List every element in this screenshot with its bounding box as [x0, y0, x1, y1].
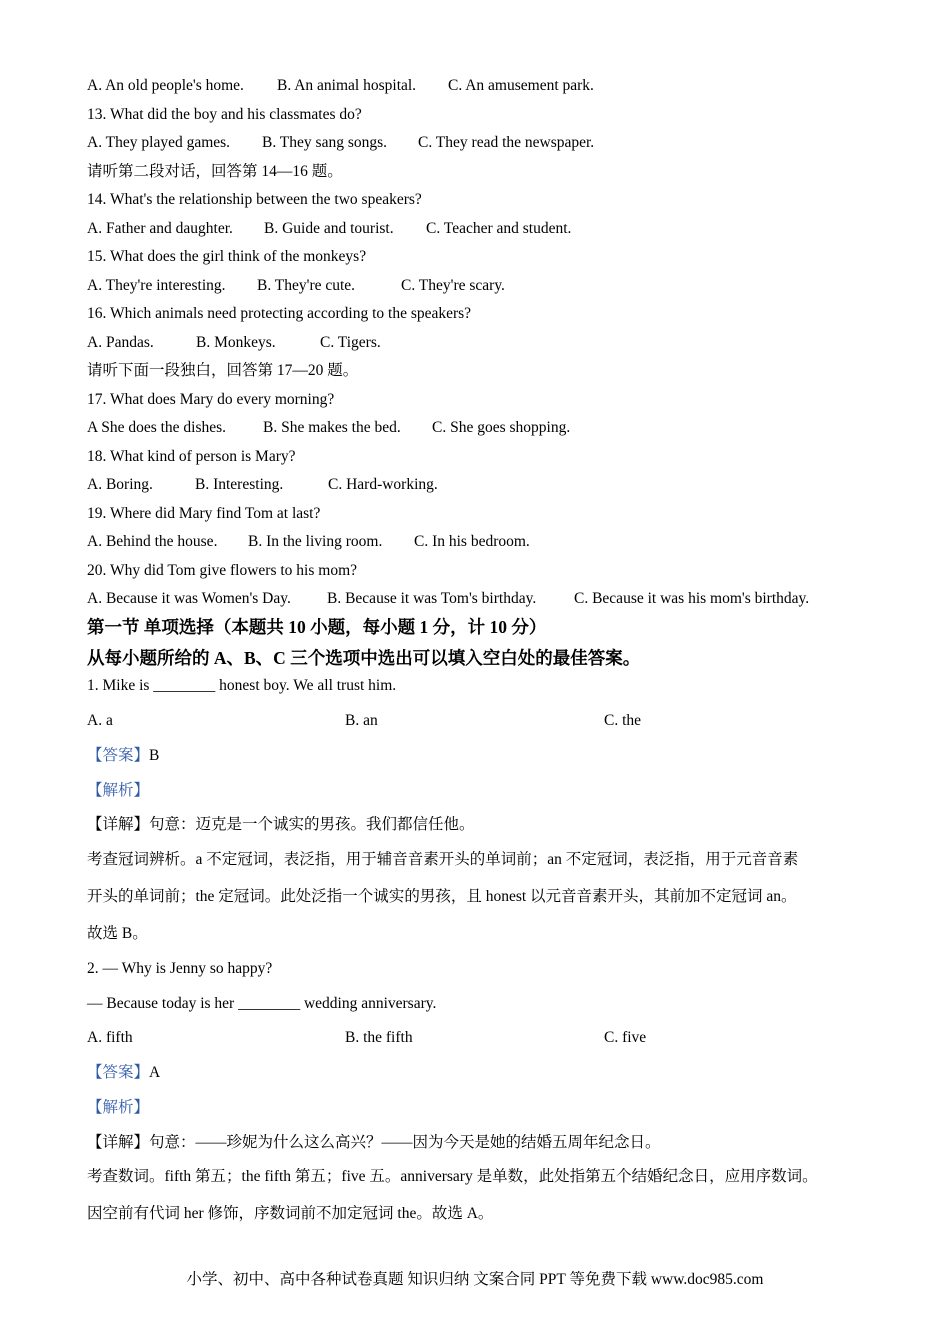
q19-option-b: B. In the living room.	[248, 533, 383, 550]
q2-option-c: C. five	[604, 1029, 647, 1046]
answer-value: B	[149, 747, 160, 764]
q1-detail: 【详解】句意：迈克是一个诚实的男孩。我们都信任他。	[87, 816, 475, 833]
q15-stem: 15. What does the girl think of the monkeys?	[87, 248, 367, 265]
q15-option-a: A. They're interesting.	[87, 277, 226, 294]
q19-option-c: C. In his bedroom.	[414, 533, 530, 550]
q18-option-b: B. Interesting.	[195, 476, 284, 493]
q1-explanation-line-2: 开头的单词前；the 定冠词。此处泛指一个诚实的男孩，且 honest 以元音音素开头，其前加不定冠词 an。	[87, 888, 797, 905]
analysis-label: 【解析】	[87, 782, 150, 799]
q13-stem: 13. What did the boy and his classmates do?	[87, 106, 362, 123]
answer-label: 【答案】	[87, 1064, 150, 1081]
q14-option-c: C. Teacher and student.	[426, 220, 572, 237]
q13-option-b: B. They sang songs.	[262, 134, 388, 151]
page-footer: 小学、初中、高中各种试卷真题 知识归纳 文案合同 PPT 等免费下载 www.doc985.com	[186, 1271, 764, 1288]
q18-option-c: C. Hard-working.	[328, 476, 438, 493]
q15-option-c: C. They're scary.	[401, 277, 505, 294]
answer-value: A	[149, 1064, 161, 1081]
q20-option-a: A. Because it was Women's Day.	[87, 590, 291, 607]
q16-option-a: A. Pandas.	[87, 334, 154, 351]
q2-stem-2: — Because today is her ________ wedding anniversary.	[87, 995, 437, 1012]
q1-option-c: C. the	[604, 712, 642, 729]
q12-option-c: C. An amusement park.	[448, 77, 594, 94]
q18-option-a: A. Boring.	[87, 476, 153, 493]
q17-option-b: B. She makes the bed.	[263, 419, 401, 436]
q14-option-a: A. Father and daughter.	[87, 220, 233, 237]
answer-label: 【答案】	[87, 747, 150, 764]
q1-answer	[87, 746, 159, 766]
q2-stem-1: 2. — Why is Jenny so happy?	[87, 960, 273, 977]
section-2-instruction: 请听第二段对话，回答第 14—16 题。	[87, 163, 343, 180]
q2-option-b: B. the fifth	[345, 1029, 413, 1046]
q20-option-b: B. Because it was Tom's birthday.	[327, 590, 537, 607]
q2-explanation-line-1: 考查数词。fifth 第五；the fifth 第五；five 五。anniversary 是单数，此处指第五个结婚纪念日，应用序数词。	[87, 1168, 818, 1185]
q14-stem: 14. What's the relationship between the two speakers?	[87, 191, 422, 208]
q16-option-b: B. Monkeys.	[196, 334, 276, 351]
q2-explanation-line-2: 因空前有代词 her 修饰，序数词前不加定冠词 the。故选 A。	[87, 1205, 494, 1222]
q2-answer	[87, 1063, 160, 1083]
analysis-label: 【解析】	[87, 1099, 150, 1116]
q19-option-a: A. Behind the house.	[87, 533, 218, 550]
q1-option-a: A. a	[87, 712, 113, 729]
q19-stem: 19. Where did Mary find Tom at last?	[87, 505, 321, 522]
q2-detail: 【详解】句意：——珍妮为什么这么高兴？——因为今天是她的结婚五周年纪念日。	[87, 1134, 661, 1151]
q17-option-a: A She does the dishes.	[87, 419, 227, 436]
q13-option-a: A. They played games.	[87, 134, 231, 151]
section-instruction: 从每小题所给的 A、B、C 三个选项中选出可以填入空白处的最佳答案。	[87, 648, 641, 668]
q18-stem: 18. What kind of person is Mary?	[87, 448, 296, 465]
q1-explanation-line-3: 故选 B。	[87, 925, 148, 942]
q1-explanation-line-1: 考查冠词辨析。a 不定冠词，表泛指，用于辅音音素开头的单词前；an 不定冠词，表泛指，用于元音音素	[87, 851, 799, 868]
q16-stem: 16. Which animals need protecting according to the speakers?	[87, 305, 472, 322]
q13-option-c: C. They read the newspaper.	[418, 134, 595, 151]
q17-option-c: C. She goes shopping.	[432, 419, 571, 436]
q12-option-b: B. An animal hospital.	[277, 77, 417, 94]
q20-stem: 20. Why did Tom give flowers to his mom?	[87, 562, 358, 579]
q14-option-b: B. Guide and tourist.	[264, 220, 394, 237]
q15-option-b: B. They're cute.	[257, 277, 356, 294]
q17-stem: 17. What does Mary do every morning?	[87, 391, 335, 408]
q12-option-a: A. An old people's home.	[87, 77, 244, 94]
q1-option-b: B. an	[345, 712, 378, 729]
q20-option-c: C. Because it was his mom's birthday.	[574, 590, 810, 607]
q2-option-a: A. fifth	[87, 1029, 133, 1046]
section-heading: 第一节 单项选择（本题共 10 小题，每小题 1 分，计 10 分）	[87, 617, 547, 637]
q16-option-c: C. Tigers.	[320, 334, 381, 351]
q1-stem: 1. Mike is ________ honest boy. We all trust him.	[87, 677, 397, 694]
section-3-instruction: 请听下面一段独白，回答第 17—20 题。	[87, 362, 359, 379]
